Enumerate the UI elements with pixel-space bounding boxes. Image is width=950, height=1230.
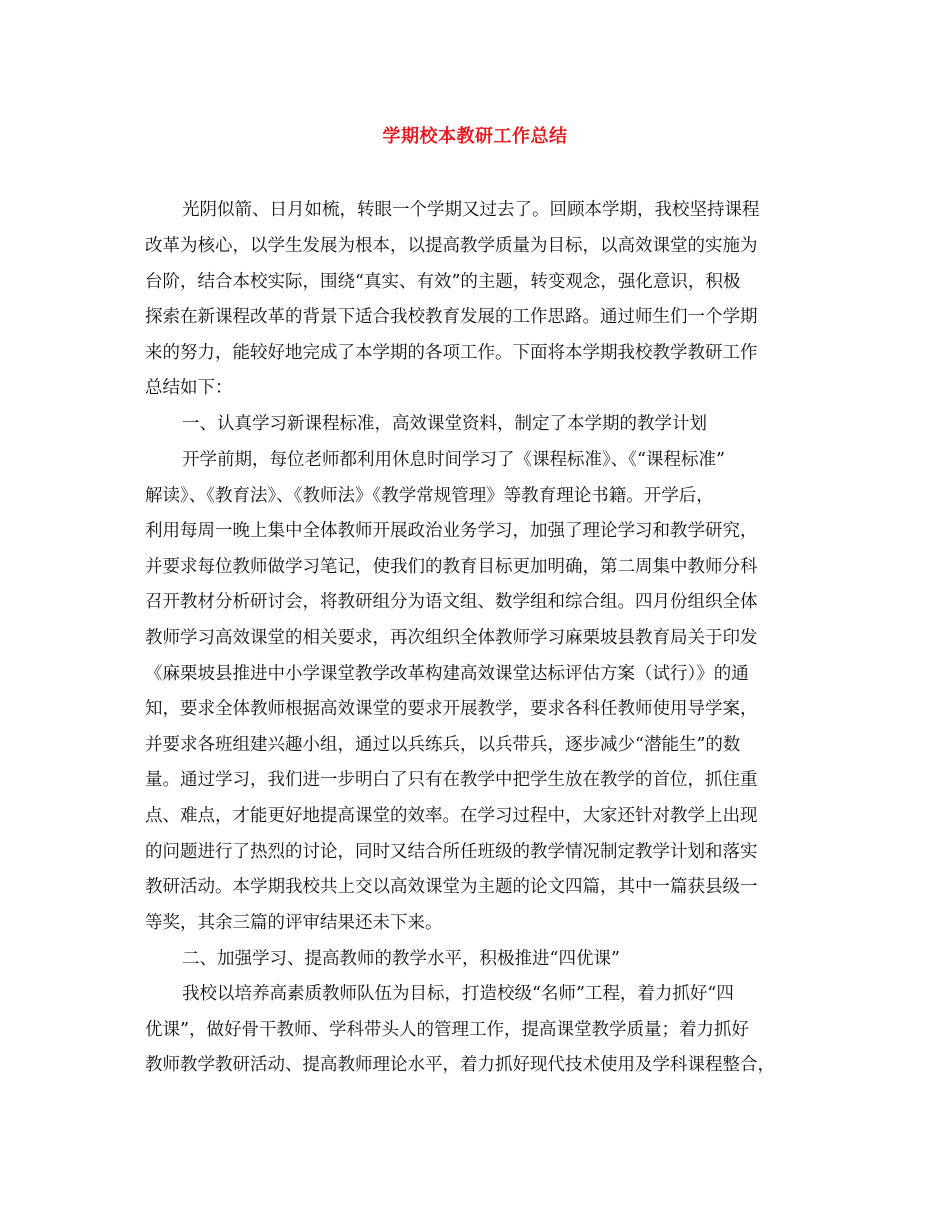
body-line: 光阴似箭、日月如梳，转眼一个学期又过去了。回顾本学期，我校坚持课程	[182, 200, 760, 220]
body-line: 知，要求全体教师根据高效课堂的要求开展教学，要求各科任教师使用导学案，	[145, 699, 758, 719]
document-title: 学期校本教研工作总结	[382, 126, 568, 147]
body-line: 总结如下：	[145, 378, 233, 398]
body-line: 教研活动。本学期我校共上交以高效课堂为主题的论文四篇，其中一篇获县级一	[145, 877, 758, 897]
section-heading: 二、加强学习、提高教师的教学水平，积极推进“四优课”	[182, 949, 620, 969]
body-line: 量。通过学习，我们进一步明白了只有在教学中把学生放在教学的首位，抓住重	[145, 770, 758, 790]
body-line: 点、难点，才能更好地提高课堂的效率。在学习过程中，大家还针对教学上出现	[145, 806, 758, 826]
body-line: 解读》、《教育法》、《教师法》《教学常规管理》等教育理论书籍。开学后，	[145, 486, 714, 506]
body-line: 并要求各班组建兴趣小组，通过以兵练兵，以兵带兵，逐步减少“潜能生”的数	[145, 735, 741, 755]
body-line: 我校以培养高素质教师队伍为目标，打造校级“名师”工程，着力抓好“四	[182, 984, 734, 1004]
body-line: 台阶，结合本校实际，围绕“真实、有效”的主题，转变观念，强化意识，积极	[145, 272, 741, 292]
section-heading: 一、认真学习新课程标准，高效课堂资料，制定了本学期的教学计划	[182, 414, 707, 434]
body-line: 并要求每位教师做学习笔记，使我们的教育目标更加明确，第二周集中教师分科	[145, 557, 758, 577]
body-line: 探索在新课程改革的背景下适合我校教育发展的工作思路。通过师生们一个学期	[145, 307, 758, 327]
body-line: 《麻栗坡县推进中小学课堂教学改革构建高效课堂达标评估方案（试行）》的通	[145, 664, 749, 684]
body-line: 开学前期，每位老师都利用休息时间学习了《课程标准》、《“课程标准”	[182, 450, 725, 470]
body-line: 优课”，做好骨干教师、学科带头人的管理工作，提高课堂教学质量；着力抓好	[145, 1020, 749, 1040]
body-line: 来的努力，能较好地完成了本学期的各项工作。下面将本学期我校教学教研工作	[145, 343, 758, 363]
body-line: 改革为核心，以学生发展为根本，以提高教学质量为目标，以高效课堂的实施为	[145, 236, 758, 256]
body-line: 召开教材分析研讨会，将教研组分为语文组、数学组和综合组。四月份组织全体	[145, 592, 758, 612]
body-line: 等奖，其余三篇的评审结果还未下来。	[145, 913, 443, 933]
body-line: 教师教学教研活动、提高教师理论水平，着力抓好现代技术使用及学科课程整合，	[145, 1055, 775, 1075]
body-line: 教师学习高效课堂的相关要求，再次组织全体教师学习麻栗坡县教育局关于印发	[145, 628, 758, 648]
body-line: 利用每周一晚上集中全体教师开展政治业务学习，加强了理论学习和教学研究，	[145, 521, 758, 541]
body-line: 的问题进行了热烈的讨论，同时又结合所任班级的教学情况制定教学计划和落实	[145, 842, 758, 862]
